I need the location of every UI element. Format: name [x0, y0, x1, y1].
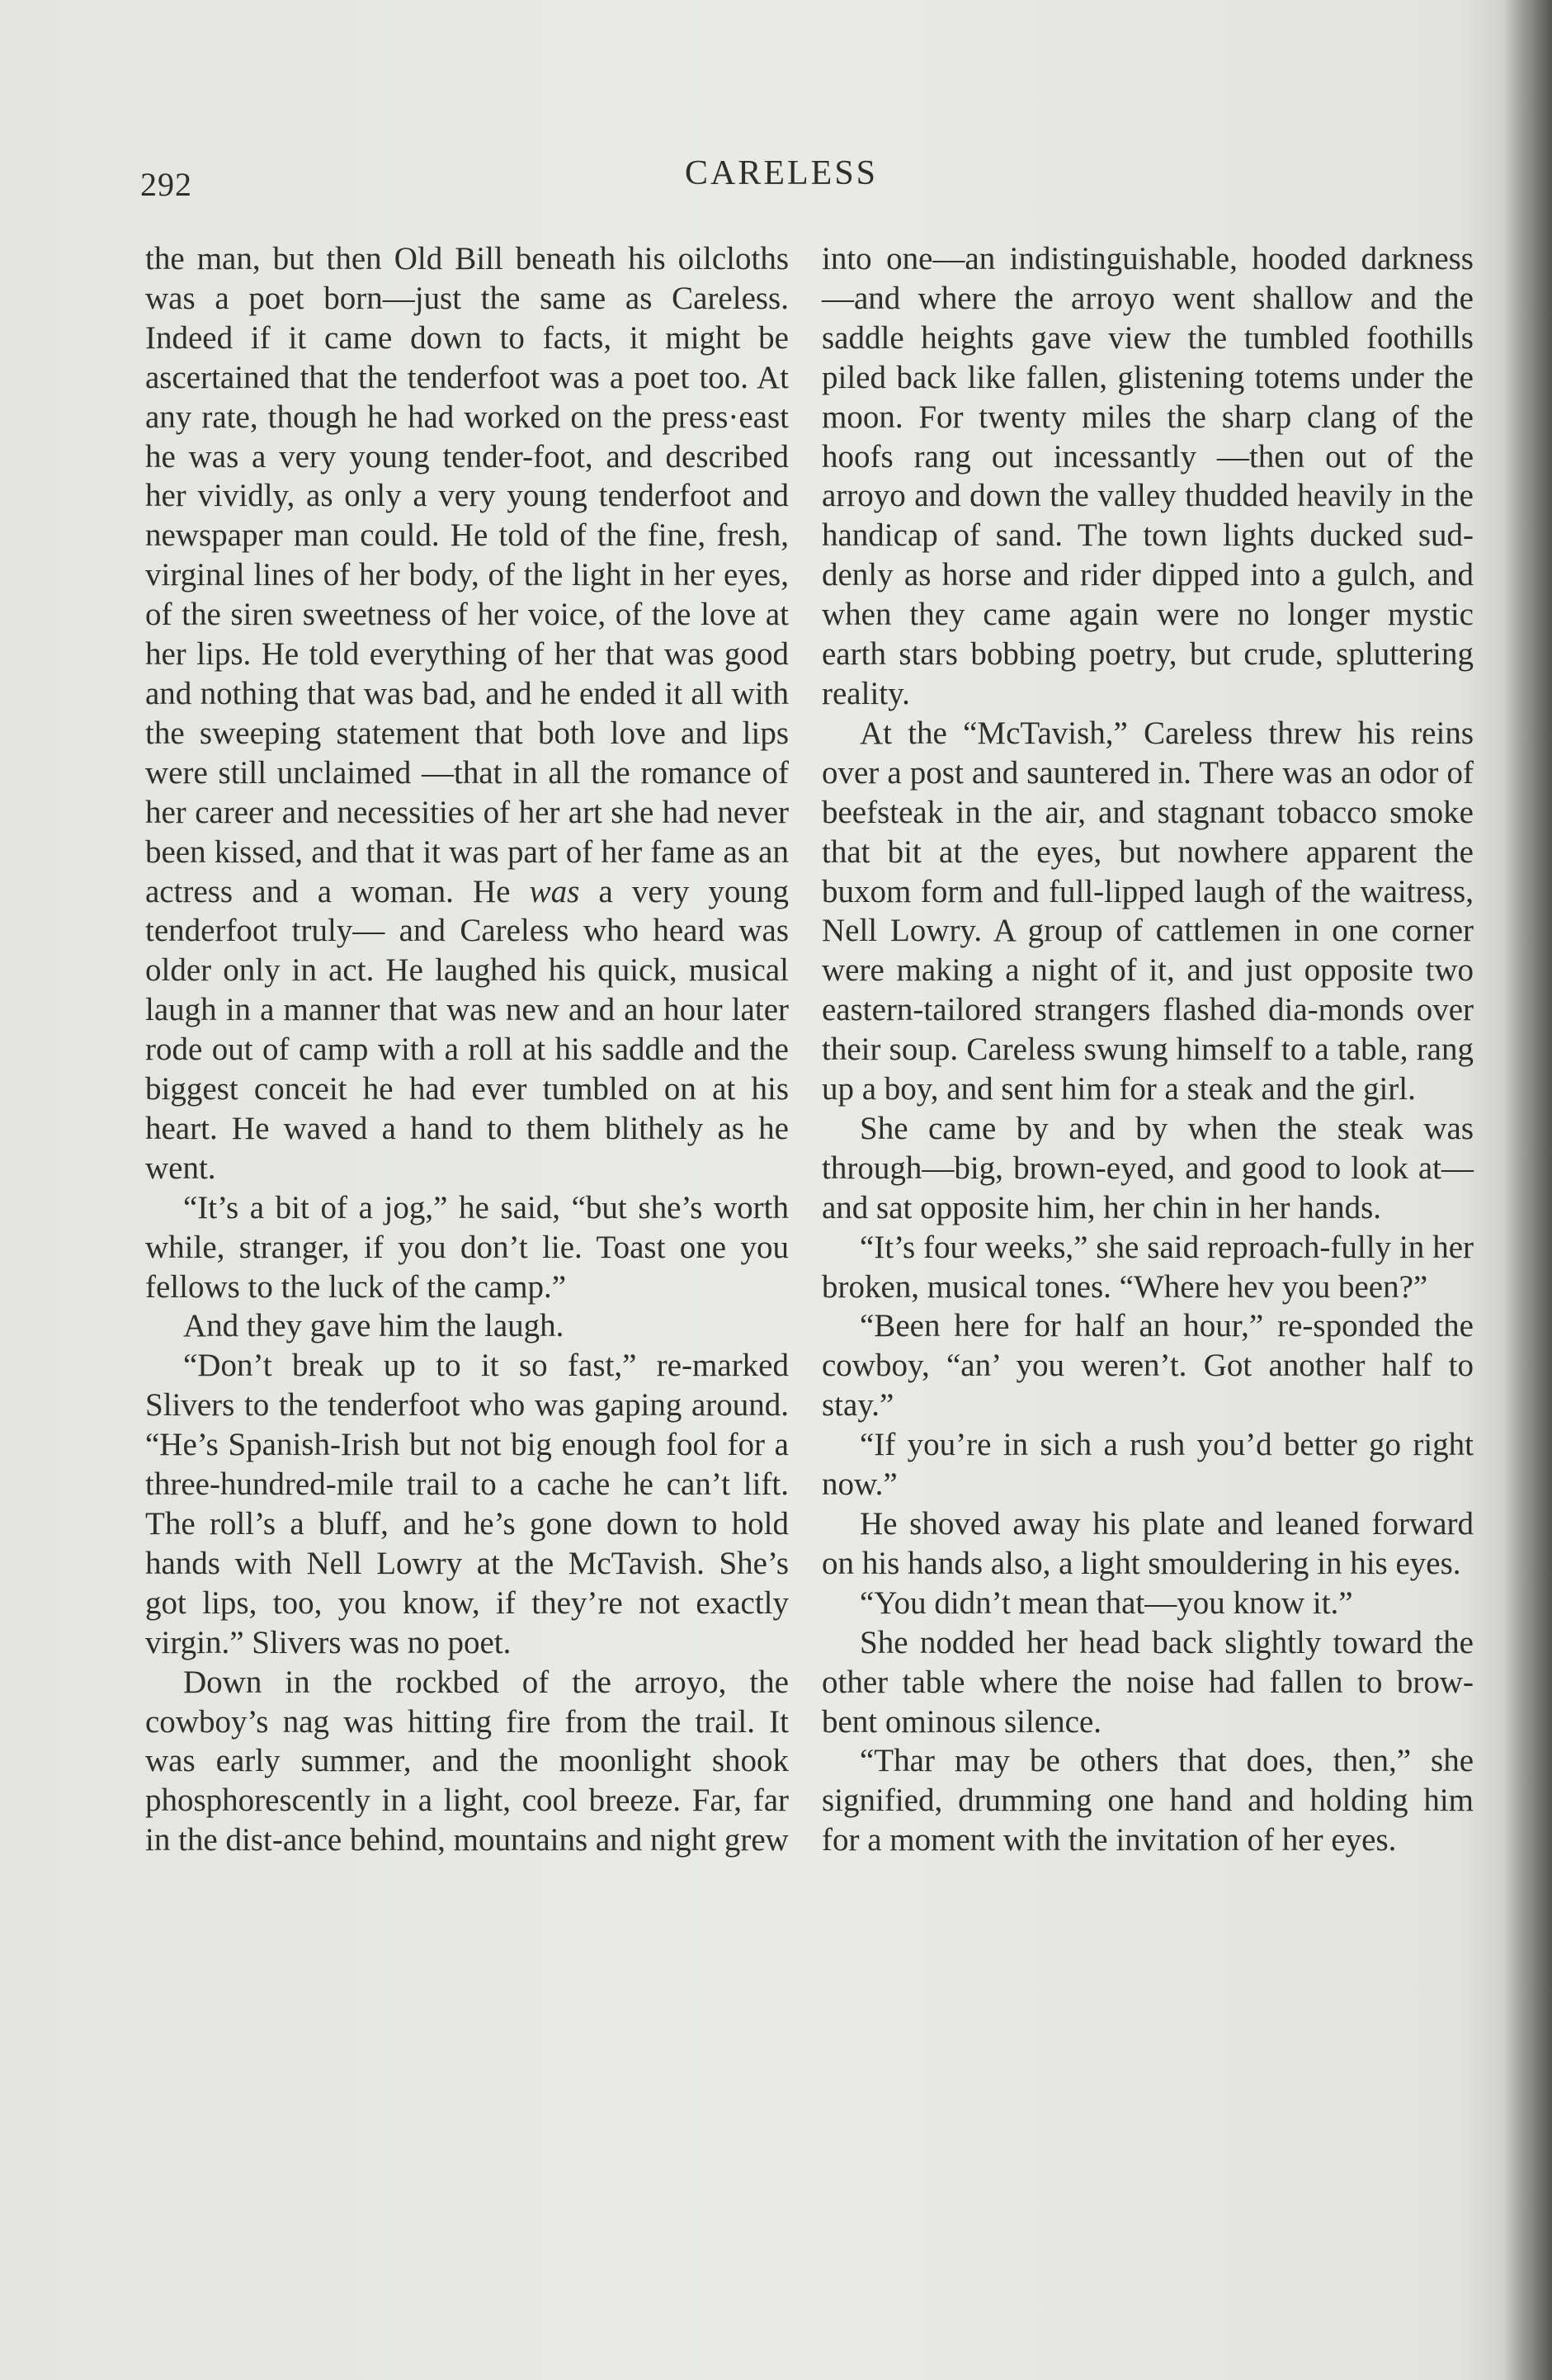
binding-gutter-shadow [1502, 0, 1552, 2380]
italic-word: was [529, 873, 580, 909]
paragraph: “Thar may be others that does, then,” she signified, drumming one hand and holding him for a moment with the invitation of her eyes. [822, 1743, 1474, 1858]
paragraph-text: the man, but then Old Bill beneath his oilcloths was a poet born—just the same as Careless. Indeed if it came down to facts, it might be ascertained that the tenderfoot was a poet too. At any rate, though he had worked on the press·east he was a very young tender-foot, and described her vividly, as only a very young tenderfoot and newspaper man could. He told of the fine, fresh, virginal lines of her body, of the light in her eyes, of the siren sweetness of her voice, of the love at her lips. He told everything of her that was good and nothing that was bad, and he ended it all with the sweeping statement that both love and lips were still unclaimed —that in all the romance of her career and necessities of her art she had never been kissed, and that it was part of her fame as an actress and a woman. He [145, 241, 789, 909]
right-column [822, 239, 1474, 1860]
page-number: 292 [140, 166, 192, 203]
paragraph: “Been here for half an hour,” re-sponded the cowboy, “an’ you weren’t. Got another half to stay.” [822, 1308, 1474, 1424]
paragraph [145, 239, 789, 1188]
paragraph-text: a very young tenderfoot truly— and Careless who heard was older only in act. He laughed his quick, musical laugh in a manner that was new and an hour later rode out of camp with a roll at his saddle and the biggest conceit he had ever tumbled on at his heart. He waved a hand to them blithely as he went. [145, 873, 790, 1186]
paragraph: “It’s four weeks,” she said reproach-fully in her broken, musical tones. “Where hev you been?” [822, 1229, 1474, 1305]
paragraph: “Don’t break up to it so fast,” re-marked Slivers to the tenderfoot who was gaping around. “He’s Spanish-Irish but not big enough fool for a three-hundred-mile trail to a cache he can’t lift. The roll’s a bluff, and he’s gone down to hold hands with Nell Lowry at the McTavish. She’s got lips, too, you know, if they’re not exactly virgin.” Slivers was no poet. [145, 1348, 789, 1660]
paragraph: At the “McTavish,” Careless threw his reins over a post and sauntered in. There was an odor of beefsteak in the air, and stagnant tobacco smoke that bit at the eyes, but nowhere apparent the buxom form and full-lipped laugh of the waitress, Nell Lowry. A group of cattlemen in one corner were making a night of it, and just opposite two eastern-tailored strangers flashed dia-monds over their soup. Careless swung himself to a table, rang up a boy, and sent him for a steak and the girl. [822, 715, 1474, 1107]
running-title: CARELESS [685, 154, 879, 192]
paragraph: And they gave him the laugh. [183, 1308, 564, 1344]
left-column [145, 239, 789, 1860]
paragraph: “If you’re in sich a rush you’d better go right now.” [822, 1427, 1474, 1503]
paragraph: into one—an indistinguishable, hooded darkness—and where the arroyo went shallow and the saddle heights gave view the tumbled foothills piled back like fallen, glistening totems under the moon. For twenty miles the sharp clang of the hoofs rang out incessantly —then out of the arroyo and down the valley thudded heavily in the handicap of sand. The town lights ducked sud-denly as horse and rider dipped into a gulch, and when they came again were no longer mystic earth stars bobbing poetry, but crude, spluttering reality. [822, 241, 1474, 711]
paragraph: She nodded her head back slightly toward the other table where the noise had fallen to brow-bent ominous silence. [822, 1624, 1474, 1740]
paragraph: She came by and by when the steak was through—big, brown-eyed, and good to look at—and sat opposite him, her chin in her hands. [822, 1110, 1474, 1225]
paragraph: Down in the rockbed of the arroyo, the cowboy’s nag was hitting fire from the trail. It was early summer, and the moonlight shook phosphorescently in a light, cool breeze. Far, far in the dist-ance behind, mountains and night grew [145, 1664, 789, 1858]
paragraph: He shoved away his plate and leaned forward on his hands also, a light smouldering in his eyes. [822, 1506, 1474, 1581]
paragraph: “You didn’t mean that—you know it.” [860, 1584, 1353, 1621]
paragraph: “It’s a bit of a jog,” he said, “but she’s worth while, stranger, if you don’t lie. Toast one you fellows to the luck of the camp.” [145, 1189, 789, 1305]
